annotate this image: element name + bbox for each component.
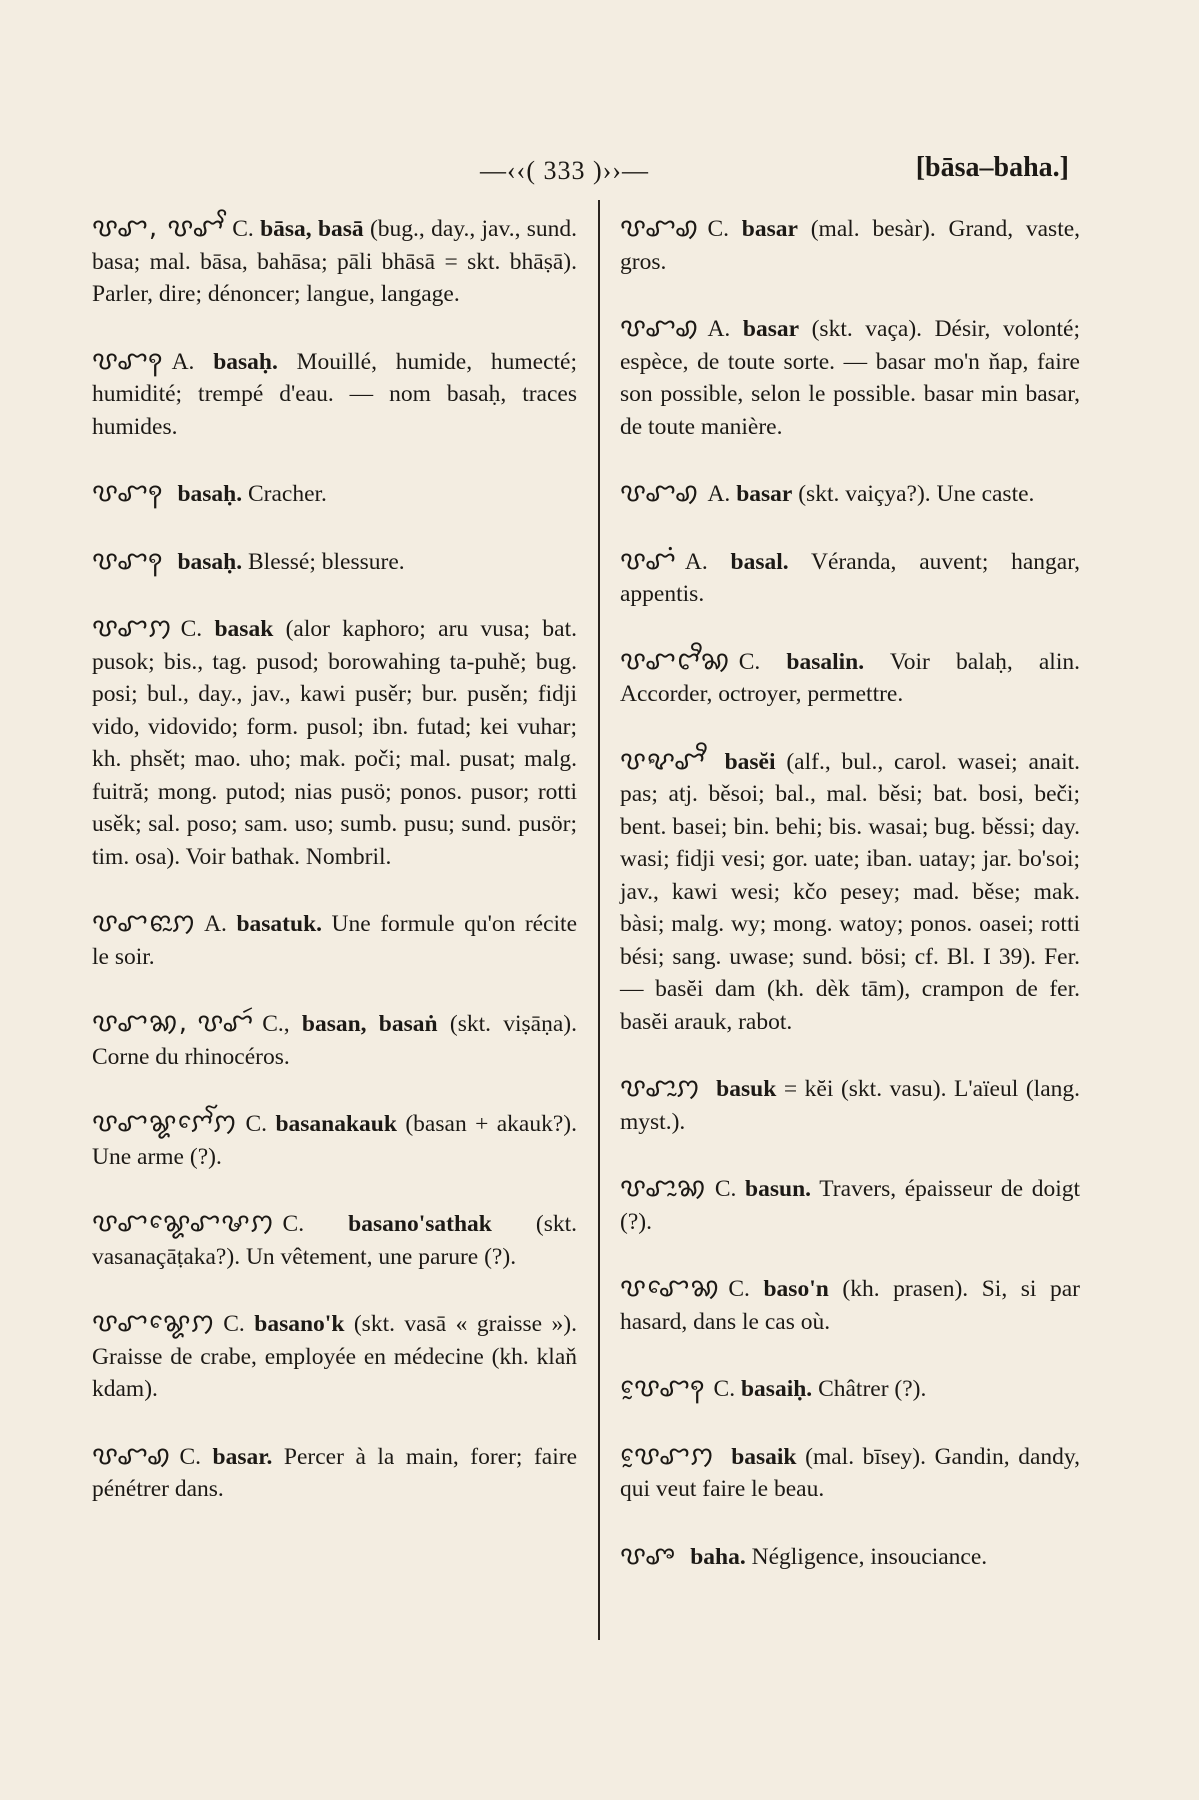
- headword: basatuk.: [236, 911, 323, 937]
- cham-script-word: ꨝꨧꩉ: [92, 1440, 172, 1471]
- cham-script-word: ꨝꨧꩉ: [620, 478, 700, 508]
- cham-script-word: ꨝꨧꨯꩆ: [620, 1273, 721, 1303]
- source-marker: C.: [179, 1443, 202, 1470]
- definition: Percer à la main, forer; faire pénétrer dans.: [92, 1443, 577, 1502]
- definition: (skt. viṣāṇa). Corne du rhinocéros.: [92, 1011, 577, 1070]
- definition: (skt. vasā « graisse »). Graisse de crabe, employée en médecine (kh. klaň kdam).: [92, 1311, 577, 1402]
- definition: (alor kaphoro; aru vusa; bat. pusok; bis., tag. pusod; borowahing ta-puhě; bug. posi; bul., day., jav., kawi pusěr; bur. pusěn; fidji vido, vidovido; form. pusol; ibn. futad; kei vuhar; kh. phsět; mao. uho; mak. poči; mal. pusat; malg. fuitră; mong. putod; nias pusö; ponos. pusor; rotti usěk; sal. poso; sam. uso; sumb. pusu; sund. pusör; tim. osa). Voir bathak. Nombril.: [92, 616, 578, 870]
- dictionary-entry: [92, 345, 577, 444]
- dictionary-entry: [620, 1440, 1080, 1506]
- definition: (kh. prasen). Si, si par hasard, dans le cas où.: [620, 1276, 1081, 1335]
- definition: Négligence, insouciance.: [751, 1543, 988, 1570]
- definition: Cracher.: [247, 481, 327, 507]
- dictionary-entry: [92, 1007, 577, 1073]
- definition: (alf., bul., carol. wasei; anait. pas; atj. běsoi; bal., mal. běsi; bat. bosi, beči; bent. basei; bin. behi; bis. wasai; bug. běssi; day. wasi; fidji vesi; gor. uate; iban. uatay; jar. bo'soi; jav., kawi wesi; kčo pesey; mad. běse; mak. bàsi; malg. wy; mong. watoy; ponos. oasei; rotti bési; sang. uwase; sund. bösi; cf. Bl. I 39). Fer. — basĕi dam (kh. dèk tām), crampon de fer. basĕi arauk, rabot.: [620, 748, 1081, 1035]
- cham-script-word: ꨝꨧ, ꨝꨧꨩ: [92, 213, 225, 243]
- definition: (skt. vaiçya?). Une caste.: [798, 481, 1035, 507]
- dictionary-entry: [620, 545, 1080, 611]
- definition: (basan + akauk?). Une arme (?).: [92, 1111, 577, 1170]
- source-marker: C.: [713, 1376, 736, 1402]
- cham-script-word: ꨝꨧꩍ: [92, 545, 164, 576]
- dictionary-entry: [92, 1440, 577, 1506]
- headword: basaiḥ.: [740, 1376, 813, 1402]
- source-marker: A.: [684, 548, 708, 575]
- cham-script-word: ꨝꨧꨘꨆꨯꨱꩀ: [92, 1108, 238, 1138]
- cham-script-word: ꨝꨧꨭꩀ: [620, 1073, 701, 1103]
- headword: basuk: [716, 1076, 777, 1102]
- cham-script-word: ꨝꨧꨘꨯꩀ: [92, 1308, 216, 1338]
- source-marker: A.: [171, 348, 195, 375]
- cham-script-word: ꨝꨧꩉ: [620, 313, 700, 343]
- dictionary-entry: [620, 212, 1080, 278]
- dictionary-entry: [92, 477, 577, 511]
- source-marker: A.: [707, 481, 731, 507]
- cham-script-word: ꨝꨧꩆ, ꨝꨧꩃ: [92, 1008, 255, 1038]
- dictionary-entry: [620, 645, 1080, 711]
- dictionary-entry: [92, 1207, 577, 1273]
- headword: baha.: [690, 1543, 746, 1570]
- headword: basaḥ.: [177, 481, 243, 507]
- source-marker: C.: [232, 216, 254, 242]
- definition: Travers, épaisseur de doigt (?).: [620, 1176, 1081, 1235]
- source-marker: C.: [180, 616, 203, 642]
- dictionary-entry: [620, 1172, 1080, 1238]
- headword: basun.: [745, 1176, 812, 1202]
- headword: basanakauk: [275, 1111, 397, 1137]
- cham-script-word: ꨝꨧꩌ: [620, 545, 677, 576]
- cham-script-word: ꨝꨧꩍ: [92, 478, 164, 508]
- definition: Blessé; blessure.: [247, 548, 405, 575]
- source-marker: C.: [738, 648, 761, 675]
- dictionary-entry: [92, 612, 577, 873]
- dictionary-entry: [620, 1540, 1080, 1574]
- right-column: [620, 212, 1080, 1607]
- page-header: [0, 150, 1199, 190]
- headword: basaik: [731, 1443, 797, 1470]
- definition: Voir balaḥ, alin. Accorder, octroyer, permettre.: [620, 648, 1080, 707]
- page-number: —‹‹( 333 )››—: [480, 156, 649, 185]
- definition: (mal. besàr). Grand, vaste, gros.: [620, 216, 1081, 275]
- source-marker: C.: [223, 1311, 245, 1337]
- dictionary-entry: [92, 907, 577, 973]
- definition: (mal. bīsey). Gandin, dandy, qui veut faire le beau.: [620, 1443, 1081, 1502]
- cham-script-word: ꨝꨰꨧꩀ: [620, 1440, 715, 1471]
- dictionary-entry: [92, 545, 577, 579]
- dictionary-entry: [620, 477, 1080, 511]
- definition: Châtrer (?).: [818, 1376, 927, 1402]
- source-marker: C.: [707, 216, 730, 242]
- source-marker: A.: [707, 316, 731, 342]
- definition: Véranda, auvent; hangar, appentis.: [620, 548, 1080, 607]
- headword: bāsa, basā: [260, 216, 364, 242]
- dictionary-entry: [620, 1072, 1080, 1138]
- cham-script-word: ꨝꨧꨤꨪꩆ: [620, 645, 731, 676]
- headword: basar.: [212, 1443, 273, 1470]
- cham-script-word: ꨝꨧꩀ: [92, 613, 173, 643]
- definition: Mouillé, humide, humecté; humidité; trempé d'eau. — nom basaḥ, traces humides.: [92, 348, 577, 440]
- headword: basar: [742, 316, 800, 342]
- cham-script-word: ꨝꨧꩍ: [92, 345, 164, 376]
- headword: basano'sathak: [348, 1211, 492, 1237]
- dictionary-entry: [620, 1272, 1080, 1338]
- source-marker: C.: [728, 1276, 750, 1302]
- dictionary-entry: [620, 1372, 1080, 1406]
- headword: baso'n: [763, 1276, 829, 1302]
- headword: basano'k: [254, 1311, 345, 1337]
- cham-script-word: ꨝꨨ: [620, 1540, 677, 1571]
- cham-script-word: ꨝꨧꨓꨭꩀ: [92, 908, 197, 938]
- headword: basaḥ.: [213, 348, 278, 375]
- running-head: [bāsa–baha.]: [915, 152, 1069, 183]
- dictionary-entry: [92, 1107, 577, 1173]
- headword: basar: [736, 481, 793, 507]
- cham-script-word: ꨝꨦꨧꨪ: [620, 745, 706, 776]
- headword: basar: [741, 216, 798, 242]
- headword: basak: [214, 616, 274, 642]
- definition: (skt. vasanaçāṭaka?). Un vêtement, une parure (?).: [92, 1211, 578, 1270]
- cham-script-word: ꨝꨧꩉ: [620, 213, 700, 243]
- definition: Une formule qu'on récite le soir.: [92, 911, 578, 970]
- column-divider: [598, 200, 600, 1640]
- cham-script-word: ꨝꨧꨘꨯꨧꨔꩀ: [92, 1208, 275, 1238]
- dictionary-entry: [92, 212, 577, 311]
- dictionary-entry: [92, 1307, 577, 1406]
- source-marker: A.: [204, 911, 227, 937]
- headword: basĕi: [724, 748, 776, 775]
- headword: basalin.: [786, 648, 865, 675]
- headword: basaḥ.: [177, 548, 243, 575]
- source-marker: C.: [245, 1111, 268, 1137]
- cham-script-word: ꨝꨰꨧꩍ: [620, 1373, 706, 1403]
- definition: = kĕi (skt. vasu). L'aïeul (lang. myst.).: [620, 1076, 1080, 1135]
- dictionary-entry: [620, 312, 1080, 443]
- source-marker: C.,: [262, 1011, 290, 1037]
- definition: (skt. vaça). Désir, volonté; espèce, de toute sorte. — basar mo'n ňap, faire son possible, selon le possible. basar min basar, de toute manière.: [620, 316, 1080, 440]
- source-marker: C.: [282, 1211, 305, 1237]
- dictionary-entry: [620, 745, 1080, 1039]
- headword: basal.: [730, 548, 789, 575]
- headword: basan, basaṅ: [301, 1011, 438, 1037]
- left-column: [92, 212, 577, 1540]
- source-marker: C.: [714, 1176, 737, 1202]
- cham-script-word: ꨝꨧꨭꩆ: [620, 1173, 707, 1203]
- definition: (bug., day., jav., sund. basa; mal. bāsa, bahāsa; pāli bhāsā = skt. bhāṣā). Parler, dire; dénoncer; langue, langage.: [92, 216, 577, 307]
